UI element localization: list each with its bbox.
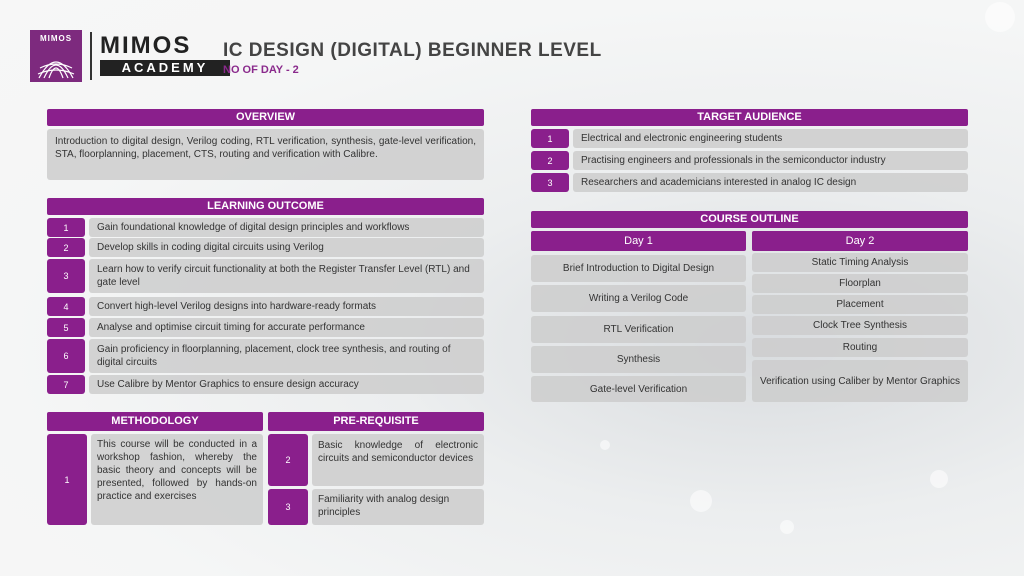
learning-outcome-item: Convert high-level Verilog designs into hardware-ready formats: [89, 297, 484, 316]
learning-outcome-heading: LEARNING OUTCOME: [47, 198, 484, 215]
day2-topic: Clock Tree Synthesis: [752, 316, 968, 335]
day2-topic: Static Timing Analysis: [752, 253, 968, 272]
learning-outcome-number: 1: [47, 218, 85, 237]
day2-heading: Day 2: [752, 231, 968, 251]
target-audience-item: Researchers and academicians interested in analog IC design: [573, 173, 968, 192]
bokeh-light: [930, 470, 948, 488]
day1-topic: Synthesis: [531, 346, 746, 373]
target-audience-number: 3: [531, 173, 569, 192]
prerequisite-heading: PRE-REQUISITE: [268, 412, 484, 431]
bokeh-light: [600, 440, 610, 450]
bokeh-light: [985, 2, 1015, 32]
learning-outcome-item: Gain foundational knowledge of digital design principles and workflows: [89, 218, 484, 237]
globe-icon: [36, 44, 76, 80]
learning-outcome-number: 3: [47, 259, 85, 293]
learning-outcome-item: Analyse and optimise circuit timing for accurate performance: [89, 318, 484, 337]
target-audience-number: 2: [531, 151, 569, 170]
day1-topic: Writing a Verilog Code: [531, 285, 746, 312]
day2-topic: Floorplan: [752, 274, 968, 293]
page-subtitle: NO OF DAY - 2: [223, 64, 299, 76]
bokeh-light: [690, 490, 712, 512]
course-outline-heading: COURSE OUTLINE: [531, 211, 968, 228]
day2-topic: Verification using Caliber by Mentor Graphics: [752, 360, 968, 402]
overview-heading: OVERVIEW: [47, 109, 484, 126]
learning-outcome-number: 5: [47, 318, 85, 337]
target-audience-heading: TARGET AUDIENCE: [531, 109, 968, 126]
learning-outcome-number: 2: [47, 238, 85, 257]
learning-outcome-item: Develop skills in coding digital circuits using Verilog: [89, 238, 484, 257]
prerequisite-item: Basic knowledge of electronic circuits and semiconductor devices: [312, 434, 484, 486]
learning-outcome-item: Gain proficiency in floorplanning, placement, clock tree synthesis, and routing of digital circuits: [89, 339, 484, 373]
day1-topic: Gate-level Verification: [531, 376, 746, 402]
learning-outcome-number: 6: [47, 339, 85, 373]
brand-name: MIMOS: [100, 32, 192, 59]
learning-outcome-item: Learn how to verify circuit functionality at both the Register Transfer Level (RTL) and gate level: [89, 259, 484, 293]
prerequisite-number: 3: [268, 489, 308, 525]
methodology-number: 1: [47, 434, 87, 525]
methodology-text: This course will be conducted in a workshop fashion, whereby the basic theory and concepts will be presented, followed by hands-on practice and exercises: [91, 434, 263, 525]
target-audience-number: 1: [531, 129, 569, 148]
logo-label: MIMOS: [39, 34, 73, 43]
target-audience-item: Electrical and electronic engineering students: [573, 129, 968, 148]
overview-text: Introduction to digital design, Verilog coding, RTL verification, synthesis, gate-level verification, STA, floorplanning, placement, CTS, routing and verification with Calibre.: [47, 129, 484, 180]
bokeh-light: [780, 520, 794, 534]
methodology-heading: METHODOLOGY: [47, 412, 263, 431]
day1-topic: RTL Verification: [531, 316, 746, 343]
brand-academy: ACADEMY: [100, 60, 230, 76]
day1-heading: Day 1: [531, 231, 746, 251]
prerequisite-number: 2: [268, 434, 308, 486]
day2-topic: Routing: [752, 338, 968, 357]
learning-outcome-number: 4: [47, 297, 85, 316]
header-divider: [90, 32, 92, 80]
mimos-logo: [30, 30, 82, 82]
prerequisite-item: Familiarity with analog design principles: [312, 489, 484, 525]
learning-outcome-item: Use Calibre by Mentor Graphics to ensure design accuracy: [89, 375, 484, 394]
target-audience-item: Practising engineers and professionals in the semiconductor industry: [573, 151, 968, 170]
day1-topic: Brief Introduction to Digital Design: [531, 255, 746, 282]
learning-outcome-number: 7: [47, 375, 85, 394]
day2-topic: Placement: [752, 295, 968, 314]
page-title: IC DESIGN (DIGITAL) BEGINNER LEVEL: [223, 40, 602, 61]
